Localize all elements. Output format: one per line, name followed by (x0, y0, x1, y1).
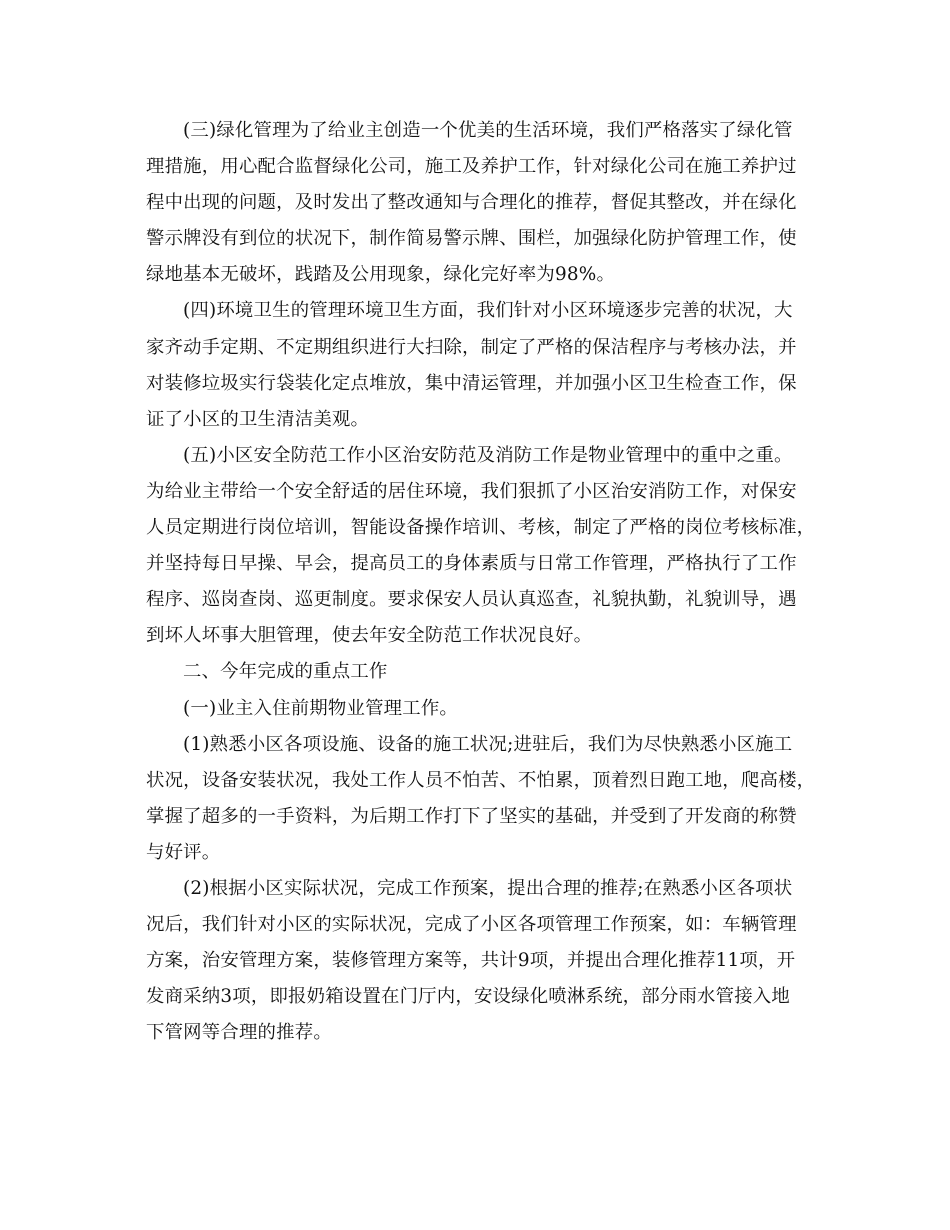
text-line: 证了小区的卫生清洁美观。 (146, 408, 370, 430)
section-heading-key-work (146, 654, 806, 690)
text-line: (五)小区安全防范工作小区治安防范及消防工作是物业管理中的重中之重。 (183, 444, 793, 466)
text-line: 到坏人坏事大胆管理，使去年安全防范工作状况良好。 (146, 625, 593, 647)
text-line: (四)环境卫生的管理环境卫生方面，我们针对小区环境逐步完善的状况，大 (183, 300, 793, 322)
text-line: 为给业主带给一个安全舒适的居住环境，我们狠抓了小区治安消防工作，对保安 (146, 480, 797, 502)
text-line: 理措施，用心配合监督绿化公司，施工及养护工作，针对绿化公司在施工养护过 (146, 156, 797, 178)
paragraph-item-1 (146, 727, 816, 871)
text-line: 掌握了超多的一手资料，为后期工作打下了坚实的基础，并受到了开发商的称赞 (146, 805, 797, 827)
text-line: 并坚持每日早操、早会，提高员工的身体素质与日常工作管理，严格执行了工作 (146, 553, 797, 575)
text-line: 人员定期进行岗位培训，智能设备操作培训、考核，制定了严格的岗位考核标准， (146, 517, 816, 539)
text-line: 警示牌没有到位的状况下，制作简易警示牌、围栏，加强绿化防护管理工作，使 (146, 228, 797, 250)
text-line: 家齐动手定期、不定期组织进行大扫除，制定了严格的保洁程序与考核办法，并 (146, 336, 797, 358)
text-line: 发商采纳3项，即报奶箱设置在门厅内，安设绿化喷淋系统，部分雨水管接入地 (146, 986, 790, 1008)
text-line: 状况，设备安装状况，我处工作人员不怕苦、不怕累，顶着烈日跑工地，爬高楼， (146, 769, 816, 791)
text-line: (三)绿化管理为了给业主创造一个优美的生活环境，我们严格落实了绿化管 (183, 120, 793, 141)
paragraph-item-2 (146, 871, 806, 1051)
text-line: (1)熟悉小区各项设施、设备的施工状况;进驻后，我们为尽快熟悉小区施工 (183, 733, 793, 755)
text-line: 二、今年完成的重点工作 (183, 661, 388, 683)
text-line: (一)业主入住前期物业管理工作。 (183, 697, 459, 719)
subsection-heading-pre-occupancy (146, 691, 806, 727)
paragraph-environmental-hygiene (146, 293, 806, 437)
text-line: 况后，我们针对小区的实际状况，完成了小区各项管理工作预案，如：车辆管理 (146, 914, 797, 936)
document-body (146, 113, 816, 1051)
text-line: 下管网等合理的推荐。 (146, 1022, 332, 1044)
text-line: 方案，治安管理方案，装修管理方案等，共计9项，并提出合理化推荐11项，开 (146, 950, 796, 972)
text-line: 绿地基本无破坏，践踏及公用现象，绿化完好率为98%。 (146, 264, 616, 286)
text-line: 与好评。 (146, 841, 221, 863)
text-line: 程序、巡岗查岗、巡更制度。要求保安人员认真巡查，礼貌执勤，礼貌训导，遇 (146, 589, 797, 611)
text-line: 对装修垃圾实行袋装化定点堆放，集中清运管理，并加强小区卫生检查工作，保 (146, 372, 797, 394)
paragraph-greening-management (146, 113, 806, 293)
text-line: (2)根据小区实际状况，完成工作预案，提出合理的推荐;在熟悉小区各项状 (183, 877, 793, 899)
text-line: 程中出现的问题，及时发出了整改通知与合理化的推荐，督促其整改，并在绿化 (146, 192, 797, 214)
paragraph-safety-security (146, 438, 816, 655)
